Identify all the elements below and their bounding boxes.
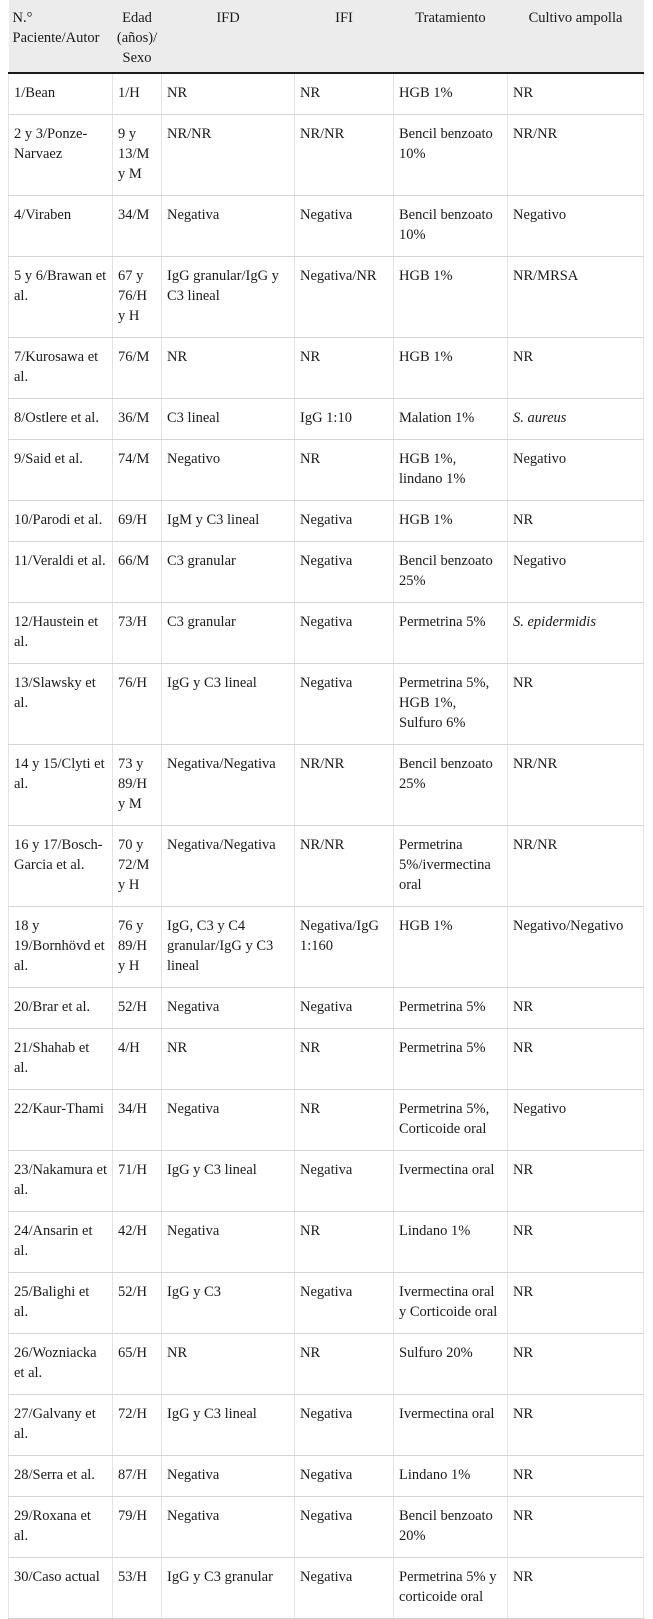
table-row (9, 1273, 644, 1334)
cell-patient: 26/Wozniacka et al. (9, 1334, 113, 1395)
cell-ifd: Negativa (162, 1497, 295, 1558)
cell-culture: NR (508, 1558, 644, 1619)
cell-patient: 1/Bean (9, 73, 113, 115)
table-row (9, 1090, 644, 1151)
cell-treatment: Bencil benzoato 10% (394, 196, 508, 257)
table-row (9, 603, 644, 664)
cell-patient: 22/Kaur-Thami (9, 1090, 113, 1151)
cell-ifd: NR (162, 73, 295, 115)
cell-ifd: IgG y C3 lineal (162, 664, 295, 745)
cell-treatment: Bencil benzoato 25% (394, 745, 508, 826)
table-row (9, 399, 644, 440)
cell-age: 4/H (113, 1029, 162, 1090)
cell-ifd: IgG granular/IgG y C3 lineal (162, 257, 295, 338)
cell-patient: 8/Ostlere et al. (9, 399, 113, 440)
cell-ifd: Negativa (162, 1090, 295, 1151)
cell-patient: 25/Balighi et al. (9, 1273, 113, 1334)
cell-culture: NR (508, 1273, 644, 1334)
cell-treatment: Permetrina 5% y corticoide oral (394, 1558, 508, 1619)
cell-patient: 5 y 6/Brawan et al. (9, 257, 113, 338)
cell-ifd: C3 granular (162, 603, 295, 664)
table-row (9, 826, 644, 907)
cell-treatment: Ivermectina oral (394, 1395, 508, 1456)
header-ifd: IFD (162, 0, 295, 73)
case-table (8, 0, 644, 1619)
cell-ifi: IgG 1:10 (295, 399, 394, 440)
cell-age: 72/H (113, 1395, 162, 1456)
cell-culture: NR/NR (508, 826, 644, 907)
table-row (9, 1456, 644, 1497)
cell-treatment: Permetrina 5%, Corticoide oral (394, 1090, 508, 1151)
cell-culture: NR (508, 988, 644, 1029)
cell-patient: 27/Galvany et al. (9, 1395, 113, 1456)
cell-ifi: NR (295, 1090, 394, 1151)
table-row (9, 745, 644, 826)
cell-patient: 2 y 3/Ponze-Narvaez (9, 115, 113, 196)
cell-age: 9 y 13/M y M (113, 115, 162, 196)
cell-age: 34/H (113, 1090, 162, 1151)
cell-patient: 20/Brar et al. (9, 988, 113, 1029)
cell-ifi: Negativa (295, 988, 394, 1029)
cell-treatment: HGB 1% (394, 907, 508, 988)
cell-treatment: Permetrina 5%/ivermectina oral (394, 826, 508, 907)
cell-ifd: IgG, C3 y C4 granular/IgG y C3 lineal (162, 907, 295, 988)
table-row (9, 1212, 644, 1273)
cell-age: 87/H (113, 1456, 162, 1497)
cell-ifd: NR (162, 1029, 295, 1090)
table-row (9, 664, 644, 745)
cell-ifi: Negativa (295, 542, 394, 603)
header-patient: N.° Paciente/Autor (9, 0, 113, 73)
cell-culture: NR (508, 1151, 644, 1212)
cell-treatment: Permetrina 5% (394, 988, 508, 1029)
cell-treatment: Bencil benzoato 20% (394, 1497, 508, 1558)
table-row (9, 1029, 644, 1090)
cell-ifi: Negativa/NR (295, 257, 394, 338)
cell-ifd: IgG y C3 (162, 1273, 295, 1334)
table-row (9, 1558, 644, 1619)
cell-ifi: Negativa (295, 1151, 394, 1212)
cell-ifi: NR (295, 440, 394, 501)
cell-age: 36/M (113, 399, 162, 440)
cell-ifd: NR/NR (162, 115, 295, 196)
cell-culture: NR (508, 664, 644, 745)
cell-ifi: NR (295, 1029, 394, 1090)
cell-culture: NR/NR (508, 745, 644, 826)
cell-ifd: Negativa (162, 988, 295, 1029)
cell-treatment: Sulfuro 20% (394, 1334, 508, 1395)
header-ifi: IFI (295, 0, 394, 73)
cell-patient: 7/Kurosawa et al. (9, 338, 113, 399)
cell-ifd: IgM y C3 lineal (162, 501, 295, 542)
cell-treatment: Permetrina 5% (394, 1029, 508, 1090)
cell-culture: NR (508, 1212, 644, 1273)
cell-culture: Negativo (508, 440, 644, 501)
table-row (9, 1497, 644, 1558)
table-row (9, 338, 644, 399)
cell-patient: 10/Parodi et al. (9, 501, 113, 542)
cell-age: 76/H (113, 664, 162, 745)
cell-culture: Negativo/Negativo (508, 907, 644, 988)
cell-culture: NR (508, 501, 644, 542)
cell-ifi: Negativa (295, 1497, 394, 1558)
cell-patient: 12/Haustein et al. (9, 603, 113, 664)
cell-age: 1/H (113, 73, 162, 115)
table-row (9, 542, 644, 603)
cell-ifd: Negativo (162, 440, 295, 501)
cell-treatment: Ivermectina oral (394, 1151, 508, 1212)
cell-patient: 23/Nakamura et al. (9, 1151, 113, 1212)
cell-patient: 11/Veraldi et al. (9, 542, 113, 603)
cell-ifd: C3 granular (162, 542, 295, 603)
cell-patient: 14 y 15/Clyti et al. (9, 745, 113, 826)
cell-culture: NR/MRSA (508, 257, 644, 338)
cell-age: 73/H (113, 603, 162, 664)
cell-age: 66/M (113, 542, 162, 603)
cell-treatment: HGB 1% (394, 257, 508, 338)
cell-age: 79/H (113, 1497, 162, 1558)
cell-treatment: Bencil benzoato 25% (394, 542, 508, 603)
table-row (9, 440, 644, 501)
cell-culture: NR/NR (508, 115, 644, 196)
cell-culture: NR (508, 1497, 644, 1558)
header-culture: Cultivo ampolla (508, 0, 644, 73)
cell-treatment: Malation 1% (394, 399, 508, 440)
cell-culture: Negativo (508, 196, 644, 257)
cell-ifi: Negativa (295, 501, 394, 542)
cell-age: 52/H (113, 988, 162, 1029)
table-row (9, 196, 644, 257)
cell-culture: Negativo (508, 1090, 644, 1151)
cell-ifd: Negativa (162, 196, 295, 257)
cell-ifd: Negativa/Negativa (162, 826, 295, 907)
cell-patient: 30/Caso actual (9, 1558, 113, 1619)
cell-treatment: Permetrina 5%, HGB 1%, Sulfuro 6% (394, 664, 508, 745)
cell-treatment: Lindano 1% (394, 1456, 508, 1497)
cell-culture: S. aureus (508, 399, 644, 440)
cell-age: 65/H (113, 1334, 162, 1395)
table-row (9, 1334, 644, 1395)
cell-age: 74/M (113, 440, 162, 501)
cell-patient: 18 y 19/Bornhövd et al. (9, 907, 113, 988)
table-row (9, 1395, 644, 1456)
cell-ifi: NR/NR (295, 745, 394, 826)
cell-culture: NR (508, 1029, 644, 1090)
cell-ifd: Negativa (162, 1456, 295, 1497)
cell-age: 76/M (113, 338, 162, 399)
cell-treatment: HGB 1% (394, 501, 508, 542)
table-header (9, 0, 644, 73)
table-row (9, 115, 644, 196)
cell-ifi: NR (295, 1334, 394, 1395)
cell-ifd: C3 lineal (162, 399, 295, 440)
cell-ifi: Negativa (295, 196, 394, 257)
table-body (9, 73, 644, 1619)
header-age: Edad (años)/ Sexo (113, 0, 162, 73)
cell-age: 42/H (113, 1212, 162, 1273)
cell-ifi: Negativa (295, 664, 394, 745)
cell-age: 34/M (113, 196, 162, 257)
cell-age: 76 y 89/H y H (113, 907, 162, 988)
table-row (9, 988, 644, 1029)
cell-age: 52/H (113, 1273, 162, 1334)
cell-age: 71/H (113, 1151, 162, 1212)
cell-patient: 28/Serra et al. (9, 1456, 113, 1497)
cell-patient: 9/Said et al. (9, 440, 113, 501)
cell-ifi: Negativa (295, 1558, 394, 1619)
cell-age: 70 y 72/M y H (113, 826, 162, 907)
cell-culture: NR (508, 73, 644, 115)
cell-patient: 13/Slawsky et al. (9, 664, 113, 745)
cell-treatment: Ivermectina oral y Corticoide oral (394, 1273, 508, 1334)
cell-ifd: Negativa (162, 1212, 295, 1273)
cell-ifd: IgG y C3 granular (162, 1558, 295, 1619)
table-container (8, 0, 643, 1619)
cell-ifi: NR (295, 1212, 394, 1273)
cell-age: 53/H (113, 1558, 162, 1619)
cell-culture: NR (508, 1395, 644, 1456)
cell-culture: S. epidermidis (508, 603, 644, 664)
cell-ifd: Negativa/Negativa (162, 745, 295, 826)
table-row (9, 257, 644, 338)
cell-treatment: HGB 1%, lindano 1% (394, 440, 508, 501)
cell-ifi: NR (295, 338, 394, 399)
cell-ifi: Negativa (295, 1395, 394, 1456)
cell-ifi: Negativa/IgG 1:160 (295, 907, 394, 988)
cell-ifi: Negativa (295, 1273, 394, 1334)
cell-ifi: Negativa (295, 1456, 394, 1497)
cell-patient: 29/Roxana et al. (9, 1497, 113, 1558)
header-row (9, 0, 644, 73)
cell-treatment: Permetrina 5% (394, 603, 508, 664)
cell-culture: Negativo (508, 542, 644, 603)
cell-ifi: NR/NR (295, 115, 394, 196)
cell-treatment: HGB 1% (394, 338, 508, 399)
table-row (9, 501, 644, 542)
cell-culture: NR (508, 1334, 644, 1395)
cell-treatment: HGB 1% (394, 73, 508, 115)
cell-ifi: NR (295, 73, 394, 115)
cell-ifi: Negativa (295, 603, 394, 664)
cell-patient: 4/Viraben (9, 196, 113, 257)
table-row (9, 1151, 644, 1212)
cell-patient: 21/Shahab et al. (9, 1029, 113, 1090)
header-treatment: Tratamiento (394, 0, 508, 73)
cell-treatment: Bencil benzoato 10% (394, 115, 508, 196)
cell-patient: 24/Ansarin et al. (9, 1212, 113, 1273)
cell-ifd: NR (162, 338, 295, 399)
cell-ifd: IgG y C3 lineal (162, 1395, 295, 1456)
table-row (9, 907, 644, 988)
cell-culture: NR (508, 1456, 644, 1497)
cell-age: 73 y 89/H y M (113, 745, 162, 826)
cell-culture: NR (508, 338, 644, 399)
cell-patient: 16 y 17/Bosch-Garcia et al. (9, 826, 113, 907)
table-row (9, 73, 644, 115)
cell-age: 69/H (113, 501, 162, 542)
cell-ifd: NR (162, 1334, 295, 1395)
cell-ifd: IgG y C3 lineal (162, 1151, 295, 1212)
cell-treatment: Lindano 1% (394, 1212, 508, 1273)
cell-ifi: NR/NR (295, 826, 394, 907)
cell-age: 67 y 76/H y H (113, 257, 162, 338)
